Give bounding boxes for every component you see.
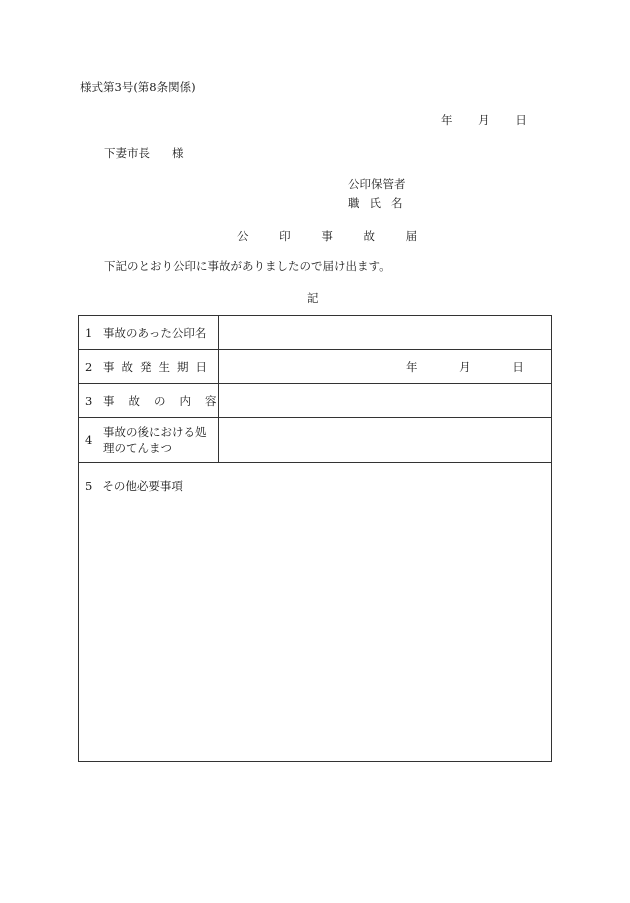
post-incident-handling-field[interactable] bbox=[219, 418, 552, 463]
submission-date bbox=[441, 115, 527, 127]
other-matters-field[interactable] bbox=[79, 463, 552, 762]
month-unit: 月 bbox=[459, 359, 471, 374]
row-number: 4 bbox=[85, 433, 93, 447]
incident-content-field[interactable] bbox=[219, 384, 552, 418]
table-row bbox=[79, 316, 552, 350]
table-row bbox=[79, 418, 552, 463]
day-unit: 日 bbox=[515, 113, 527, 127]
table-row bbox=[79, 350, 552, 384]
document-title bbox=[237, 231, 417, 243]
honorific: 様 bbox=[172, 146, 184, 160]
row-label-cell bbox=[79, 384, 231, 418]
row-number: 3 bbox=[85, 393, 93, 408]
body-text: 下記のとおり公印に事故がありましたので届け出ます。 bbox=[104, 259, 391, 273]
title-char: 故 bbox=[363, 229, 375, 243]
position-name-label: 職氏名 bbox=[348, 196, 413, 210]
title-char: 公 bbox=[237, 229, 249, 243]
year-unit: 年 bbox=[406, 359, 418, 374]
month-unit: 月 bbox=[478, 113, 490, 127]
year-unit: 年 bbox=[441, 113, 453, 127]
row-number: 1 bbox=[85, 325, 93, 340]
row-label-cell bbox=[79, 350, 219, 384]
incident-date-label: 事故発生期日 bbox=[103, 359, 214, 374]
form-number: 様式第3号(第8条関係) bbox=[80, 80, 196, 94]
row-label-cell bbox=[79, 316, 219, 350]
addressee-line bbox=[104, 148, 184, 160]
post-incident-handling-label: 事故の後における処理のてんまつ bbox=[103, 424, 207, 455]
incident-form-table bbox=[78, 315, 552, 762]
row-number: 5 bbox=[85, 479, 93, 493]
day-unit: 日 bbox=[512, 359, 524, 374]
incident-content-label: 事故の内容 bbox=[103, 393, 231, 408]
row-number: 2 bbox=[85, 359, 93, 374]
table-row bbox=[79, 384, 552, 418]
title-char: 印 bbox=[279, 229, 291, 243]
seal-name-label: 事故のあった公印名 bbox=[103, 325, 207, 340]
addressee: 下妻市長 bbox=[104, 146, 150, 160]
ki-heading: 記 bbox=[307, 291, 319, 305]
incident-date-units bbox=[406, 359, 524, 375]
other-matters-label: その他必要事項 bbox=[102, 479, 183, 493]
row-label-cell bbox=[79, 418, 219, 463]
table-row bbox=[79, 463, 552, 762]
other-matters-label-wrap bbox=[85, 478, 183, 494]
title-char: 事 bbox=[321, 229, 333, 243]
seal-name-field[interactable] bbox=[219, 316, 552, 350]
title-char: 届 bbox=[405, 229, 418, 243]
incident-date-field[interactable] bbox=[219, 350, 552, 384]
seal-keeper-label: 公印保管者 bbox=[348, 177, 406, 191]
